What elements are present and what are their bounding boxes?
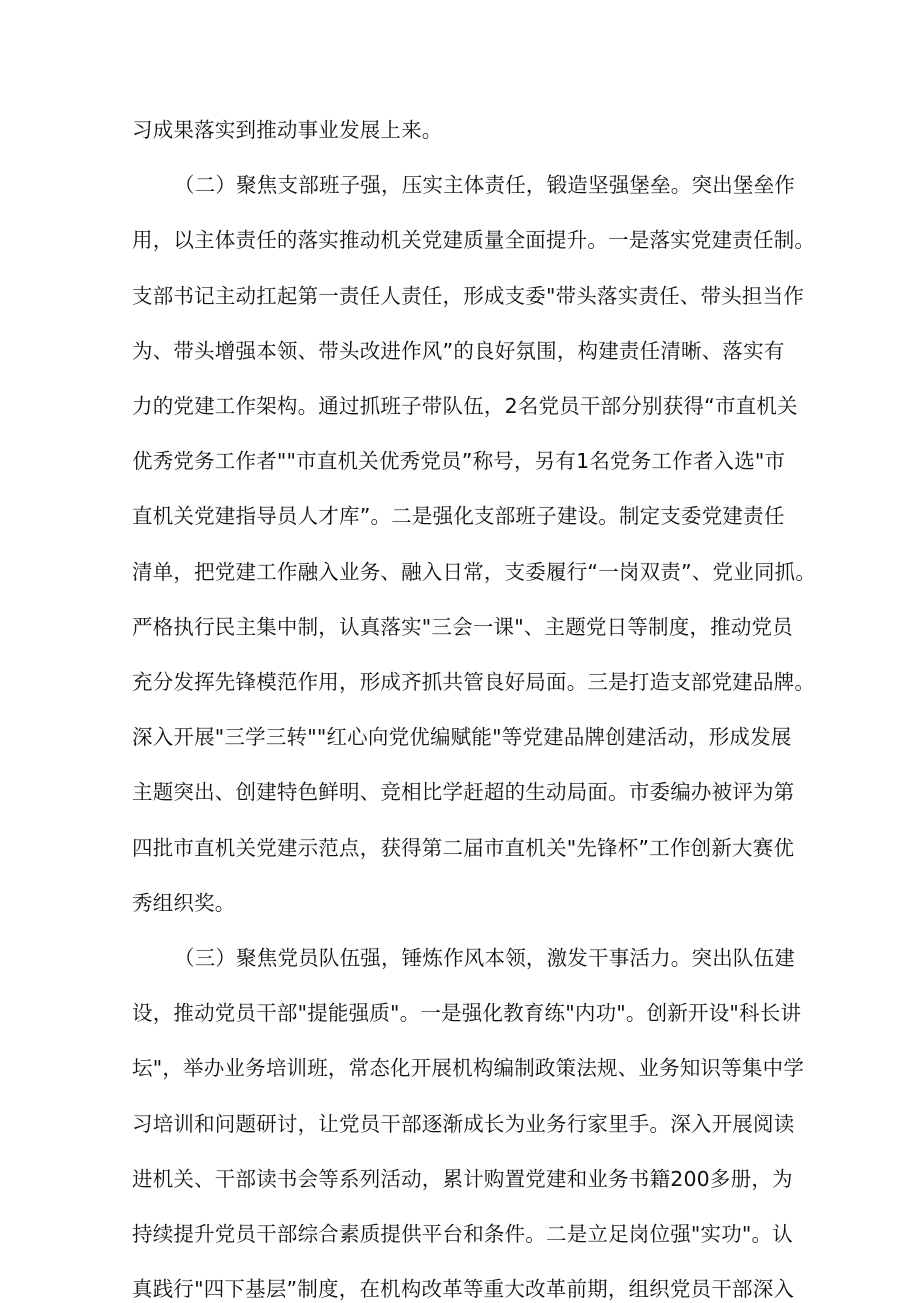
text-line: 力的党建工作架构。通过抓班子带队伍，2名党员干部分别获得“市直机关: [132, 394, 798, 418]
text-line: 用，以主体责任的落实推动机关党建质量全面提升。一是落实党建责任制。: [132, 228, 816, 252]
text-line: 四批市直机关党建示范点，获得第二届市直机关"先锋杯”工作创新大赛优: [132, 836, 795, 860]
text-line: 坛"，举办业务培训班，常态化开展机构编制政策法规、业务知识等集中学: [132, 1056, 805, 1080]
text-line: 为、带头增强本领、带头改进作风”的良好氛围，构建责任清晰、落实有: [132, 339, 785, 363]
text-line: 直机关党建指导员人才库”。二是强化支部班子建设。制定支委党建责任: [132, 504, 785, 528]
text-line: 秀组织奖。: [132, 891, 236, 915]
text-line: 真践行"四下基层”制度，在机构改革等重大改革前期，组织党员干部深入: [132, 1277, 795, 1301]
section-heading-line: （二）聚焦支部班子强，压实主体责任，锻造坚强堡垒。突出堡垒作: [174, 173, 795, 197]
text-line: 深入开展"三学三转""红心向党优编赋能"等党建品牌创建活动，形成发展: [132, 725, 792, 749]
text-line: 持续提升党员干部综合素质提供平台和条件。二是立足岗位强"实功"。认: [132, 1222, 793, 1246]
section-heading-line: （三）聚焦党员队伍强，锤炼作风本领，激发干事活力。突出队伍建: [174, 946, 795, 970]
text-line: 严格执行民主集中制，认真落实"三会一课"、主题党日等制度，推动党员: [132, 615, 793, 639]
text-line: 设，推动党员干部"提能强质"。一是强化教育练"内功"。创新开设"科长讲: [132, 1001, 802, 1025]
text-line: 优秀党务工作者""市直机关优秀党员”称号，另有1名党务工作者入选"市: [132, 449, 786, 473]
text-line: 进机关、干部读书会等系列活动，累计购置党建和业务书籍200多册，为: [132, 1167, 793, 1191]
text-line: 习培训和问题研讨，让党员干部逐渐成长为业务行家里手。深入开展阅读: [132, 1112, 795, 1136]
text-line: 主题突出、创建特色鲜明、竞相比学赶超的生动局面。市委编办被评为第: [132, 780, 795, 804]
text-line: 清单，把党建工作融入业务、融入日常，支委履行“一岗双责”、党业同抓。: [132, 560, 817, 584]
text-line: 习成果落实到推动事业发展上来。: [132, 118, 443, 142]
text-line: 支部书记主动扛起第一责任人责任，形成支委"带头落实责任、带头担当作: [132, 284, 805, 308]
text-line: 充分发挥先锋模范作用，形成齐抓共管良好局面。三是打造支部党建品牌。: [132, 670, 816, 694]
